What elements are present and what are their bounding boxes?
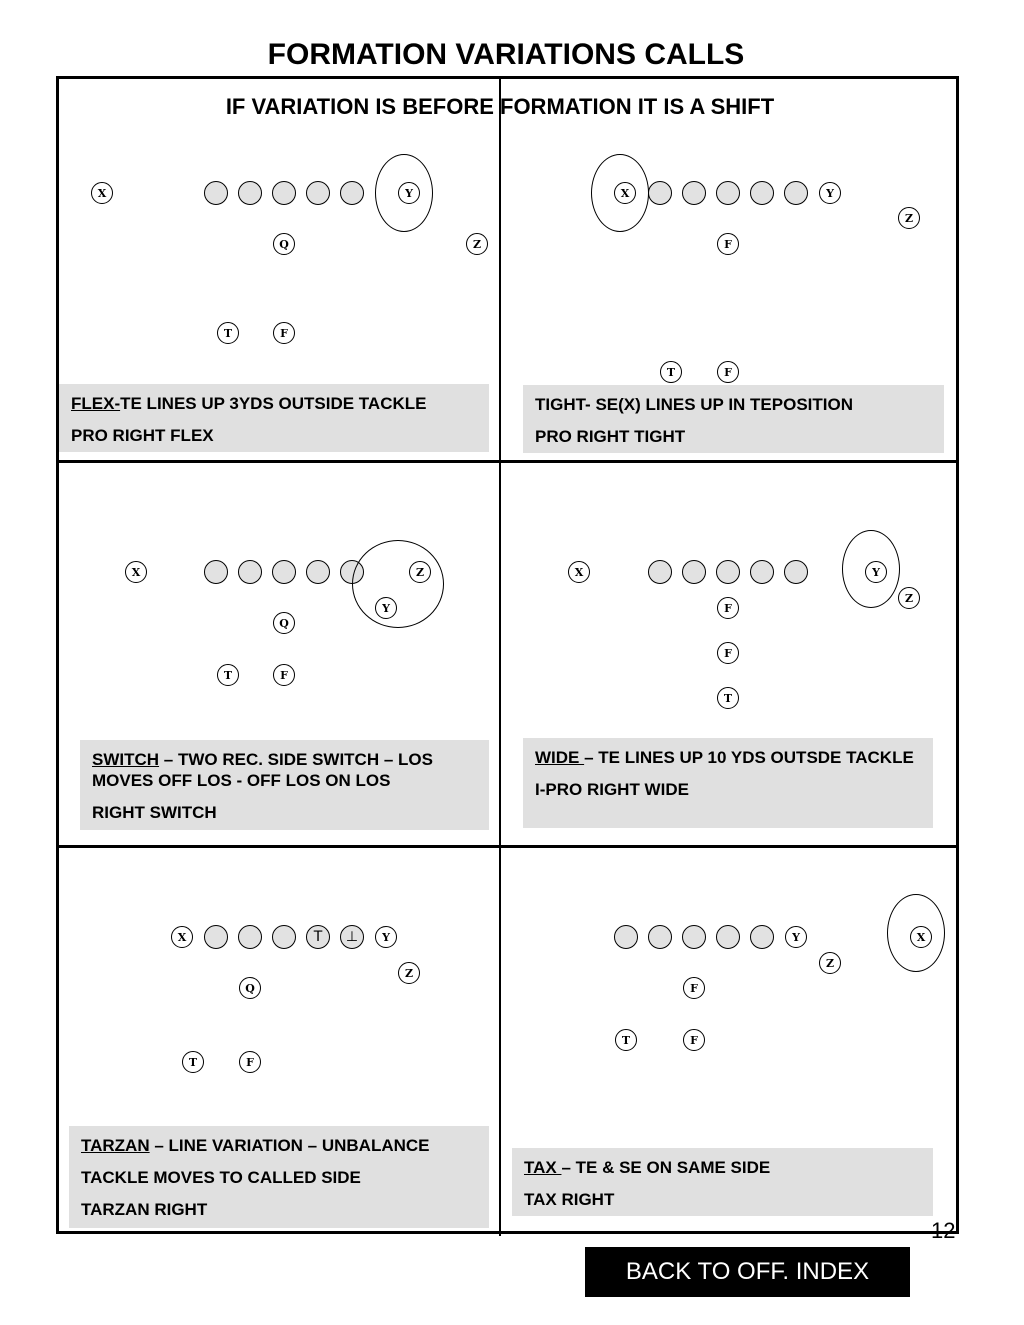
player-y: Y (375, 597, 397, 619)
player-z: Z (819, 952, 841, 974)
lineman (306, 181, 330, 205)
lineman (784, 181, 808, 205)
player-f: F (683, 1029, 705, 1051)
lineman (272, 560, 296, 584)
lineman (648, 925, 672, 949)
player-x: X (125, 561, 147, 583)
caption-text: – TWO REC. SIDE SWITCH – LOS MOVES OFF LOS - OFF LOS ON LOS (92, 750, 433, 790)
lineman (750, 560, 774, 584)
player-f: F (717, 597, 739, 619)
caption-call: I-PRO RIGHT WIDE (535, 780, 689, 799)
caption-term: TAX (524, 1158, 562, 1177)
caption-call: PRO RIGHT FLEX (71, 426, 214, 445)
page-title: FORMATION VARIATIONS CALLS (267, 38, 745, 71)
player-x: X (91, 182, 113, 204)
row-divider-2 (56, 845, 959, 848)
player-t: T (660, 361, 682, 383)
lineman (204, 560, 228, 584)
lineman (716, 560, 740, 584)
highlight-ring (352, 540, 444, 628)
player-y: Y (375, 926, 397, 948)
caption-text: – TE LINES UP 10 YDS OUTSDE TACKLE (584, 748, 914, 767)
caption-call: TAX RIGHT (524, 1190, 615, 1209)
lineman (272, 925, 296, 949)
player-x: X (171, 926, 193, 948)
lineman (648, 181, 672, 205)
player-y: Y (398, 182, 420, 204)
subtitle: IF VARIATION IS BEFORE FORMATION IT IS A SHIFT (225, 94, 775, 119)
player-f: F (717, 361, 739, 383)
player-z: Z (898, 587, 920, 609)
caption-text: TIGHT- SE(X) LINES UP IN TEPOSITION (535, 395, 853, 414)
lineman (238, 181, 262, 205)
player-x: X (910, 926, 932, 948)
lineman (682, 181, 706, 205)
lineman (272, 181, 296, 205)
caption-switch (80, 740, 489, 830)
caption-call: RIGHT SWITCH (92, 803, 217, 822)
caption-flex (59, 384, 489, 452)
lineman (306, 560, 330, 584)
player-z: Z (398, 962, 420, 984)
player-t: T (615, 1029, 637, 1051)
player-f: F (239, 1051, 261, 1073)
lineman (750, 925, 774, 949)
lineman-tackle: ⊥ (340, 925, 364, 949)
caption-tax (512, 1148, 933, 1216)
player-y: Y (865, 561, 887, 583)
column-divider (499, 76, 501, 1236)
caption-call: PRO RIGHT TIGHT (535, 427, 686, 446)
caption-call: TARZAN RIGHT (81, 1200, 208, 1219)
page-number: 12 (931, 1218, 956, 1243)
player-z: Z (466, 233, 488, 255)
player-y: Y (785, 926, 807, 948)
player-f: F (273, 664, 295, 686)
caption-line2: TACKLE MOVES TO CALLED SIDE (81, 1168, 361, 1187)
lineman (716, 925, 740, 949)
player-f: F (717, 233, 739, 255)
lineman (716, 181, 740, 205)
player-z: Z (898, 207, 920, 229)
player-q: Q (273, 233, 295, 255)
lineman (682, 925, 706, 949)
player-z: Z (409, 561, 431, 583)
lineman (340, 181, 364, 205)
row-divider-1 (56, 460, 959, 463)
player-t: T (217, 322, 239, 344)
caption-term: SWITCH (92, 750, 160, 769)
lineman (648, 560, 672, 584)
player-x: X (568, 561, 590, 583)
player-f: F (273, 322, 295, 344)
lineman (784, 560, 808, 584)
caption-tarzan (69, 1126, 489, 1228)
lineman (238, 925, 262, 949)
back-to-index-button[interactable]: BACK TO OFF. INDEX (585, 1247, 910, 1297)
caption-text: – LINE VARIATION – UNBALANCE (149, 1136, 430, 1155)
lineman (614, 925, 638, 949)
lineman (750, 181, 774, 205)
player-f: F (683, 977, 705, 999)
lineman (204, 181, 228, 205)
caption-term: TARZAN (81, 1136, 150, 1155)
lineman (204, 925, 228, 949)
player-x: X (614, 182, 636, 204)
player-t: T (217, 664, 239, 686)
player-f: F (717, 642, 739, 664)
lineman (682, 560, 706, 584)
caption-text: TE LINES UP 3YDS OUTSIDE TACKLE (120, 394, 427, 413)
lineman (238, 560, 262, 584)
caption-term: FLEX- (71, 394, 121, 413)
player-q: Q (273, 612, 295, 634)
player-t: T (717, 687, 739, 709)
caption-wide (523, 738, 933, 828)
caption-term: WIDE (535, 748, 585, 767)
player-q: Q (239, 977, 261, 999)
caption-tight (523, 385, 944, 453)
player-t: T (182, 1051, 204, 1073)
caption-text: – TE & SE ON SAME SIDE (561, 1158, 771, 1177)
player-y: Y (819, 182, 841, 204)
lineman-tackle: T (306, 925, 330, 949)
